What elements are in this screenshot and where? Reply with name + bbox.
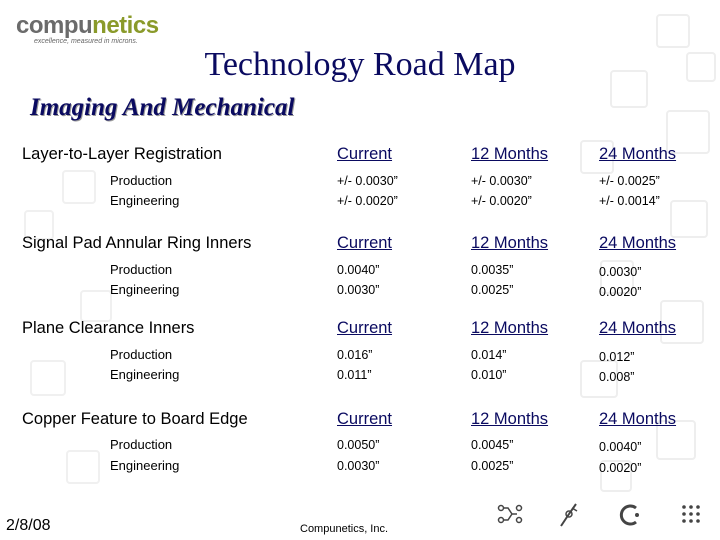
col-12-months: 12 Months bbox=[471, 319, 549, 337]
logo-wordmark: compunetics bbox=[16, 12, 159, 39]
value-cell: 0.010” bbox=[471, 368, 507, 382]
section-label: Copper Feature to Board Edge bbox=[22, 410, 248, 428]
value-cell: 0.0030” bbox=[337, 283, 380, 297]
value-cell: 0.016” bbox=[337, 348, 373, 362]
col-current: Current bbox=[337, 145, 393, 163]
col-current: Current bbox=[337, 234, 393, 252]
value-cell: 0.0030” bbox=[337, 459, 380, 473]
row-label-engineering: Engineering bbox=[110, 458, 180, 473]
page-title: Technology Road Map bbox=[204, 46, 516, 83]
circuit-icon bbox=[496, 502, 524, 531]
value-cell: 0.0045” bbox=[471, 438, 514, 452]
value-cell: 0.0025” bbox=[471, 283, 514, 297]
row-label-production: Production bbox=[110, 262, 173, 277]
col-24-months: 24 Months bbox=[599, 234, 677, 252]
section-label: Layer-to-Layer Registration bbox=[22, 145, 222, 163]
row-label-engineering: Engineering bbox=[110, 193, 180, 208]
value-cell: 0.014” bbox=[471, 348, 507, 362]
col-12-months: 12 Months bbox=[471, 145, 549, 163]
value-cell: +/- 0.0025” bbox=[599, 174, 660, 188]
row-label-engineering: Engineering bbox=[110, 367, 180, 382]
footer-date: 2/8/08 bbox=[6, 517, 51, 534]
value-cell: 0.012” bbox=[599, 350, 635, 364]
value-cell: +/- 0.0030” bbox=[337, 174, 398, 188]
ring-icon bbox=[618, 502, 644, 533]
row-label-production: Production bbox=[110, 347, 173, 362]
value-cell: 0.0035” bbox=[471, 263, 514, 277]
value-cell: +/- 0.0020” bbox=[471, 194, 532, 208]
col-24-months: 24 Months bbox=[599, 145, 677, 163]
value-cell: 0.0040” bbox=[599, 440, 642, 454]
row-label-production: Production bbox=[110, 437, 173, 452]
logo-tagline: excellence, measured in microns. bbox=[34, 38, 138, 45]
col-24-months: 24 Months bbox=[599, 319, 677, 337]
value-cell: +/- 0.0014” bbox=[599, 194, 660, 208]
value-cell: 0.0040” bbox=[337, 263, 380, 277]
col-current: Current bbox=[337, 319, 393, 337]
row-label-engineering: Engineering bbox=[110, 282, 180, 297]
page-subtitle: Imaging And Mechanical bbox=[30, 94, 295, 121]
value-cell: 0.011” bbox=[337, 368, 372, 382]
value-cell: 0.0025” bbox=[471, 459, 514, 473]
grid-dots-icon bbox=[680, 502, 702, 531]
section-label: Plane Clearance Inners bbox=[22, 319, 195, 337]
col-12-months: 12 Months bbox=[471, 234, 549, 252]
footer-company: Compunetics, Inc. bbox=[300, 523, 389, 535]
col-current: Current bbox=[337, 410, 393, 428]
value-cell: +/- 0.0030” bbox=[471, 174, 532, 188]
section-label: Signal Pad Annular Ring Inners bbox=[22, 234, 252, 252]
probe-icon bbox=[558, 502, 580, 533]
col-12-months: 12 Months bbox=[471, 410, 549, 428]
row-label-production: Production bbox=[110, 173, 173, 188]
value-cell: 0.008” bbox=[599, 370, 635, 384]
value-cell: 0.0050” bbox=[337, 438, 380, 452]
company-logo bbox=[16, 12, 159, 45]
value-cell: 0.0020” bbox=[599, 461, 642, 475]
value-cell: 0.0030” bbox=[599, 265, 642, 279]
col-24-months: 24 Months bbox=[599, 410, 677, 428]
value-cell: +/- 0.0020” bbox=[337, 194, 398, 208]
value-cell: 0.0020” bbox=[599, 285, 642, 299]
